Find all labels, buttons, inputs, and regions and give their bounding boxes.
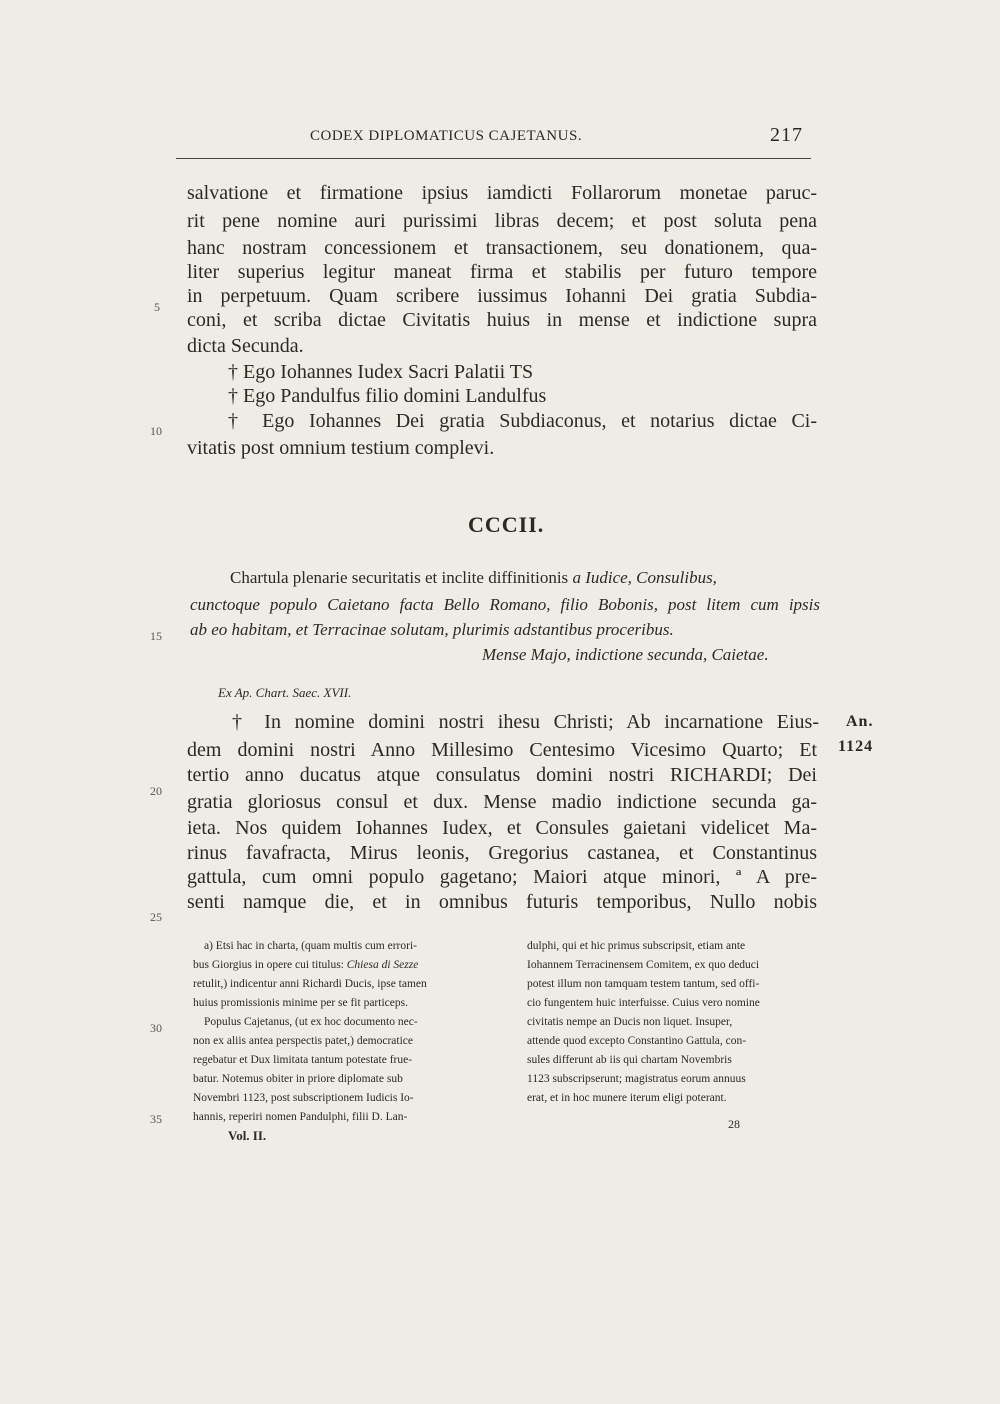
footnote-line: Novembri 1123, post subscriptionem Iudicis Io- bbox=[193, 1092, 414, 1104]
footnote-line: sules differunt ab iis qui chartam Novembris bbox=[527, 1054, 732, 1066]
footnote-line: potest illum non tamquam testem tantum, sed offi- bbox=[527, 978, 760, 990]
footnote-line: hannis, reperiri nomen Pandulphi, filii D. Lan- bbox=[193, 1111, 408, 1123]
body-line: rit pene nomine auri purissimi libras decem; et post soluta pena bbox=[187, 210, 817, 232]
charter-line: gattula, cum omni populo gagetano; Maiori atque minori, ª A pre- bbox=[187, 866, 817, 888]
charter-line: senti namque die, et in omnibus futuris temporibus, Nullo nobis bbox=[187, 891, 817, 913]
signature-line: † Ego Iohannes Iudex Sacri Palatii TS bbox=[228, 361, 534, 383]
body-line: in perpetuum. Quam scribere iussimus Iohanni Dei gratia Subdia- bbox=[187, 285, 817, 307]
signature-mark: 28 bbox=[728, 1117, 740, 1131]
document-number-heading: CCCII. bbox=[468, 512, 545, 537]
summary-line: ab eo habitam, et Terracinae solutam, plurimis adstantibus proceribus. bbox=[190, 620, 674, 639]
line-number: 10 bbox=[150, 424, 162, 438]
header-rule bbox=[176, 158, 811, 159]
running-head: CODEX DIPLOMATICUS CAJETANUS. bbox=[310, 128, 583, 144]
summary-roman: Chartula plenarie securitatis et inclite diffinitionis bbox=[230, 568, 573, 587]
body-line: salvatione et firmatione ipsius iamdicti Follarorum monetae paruc- bbox=[187, 182, 817, 204]
signature-line: † Ego Pandulfus filio domini Landulfus bbox=[228, 385, 547, 407]
line-number: 5 bbox=[154, 300, 160, 314]
summary-date: Mense Majo, indictione secunda, Caietae. bbox=[482, 645, 769, 664]
source-note: Ex Ap. Chart. Saec. XVII. bbox=[218, 685, 352, 700]
footnote-line: batur. Notemus obiter in priore diplomate sub bbox=[193, 1073, 403, 1085]
body-line: dicta Secunda. bbox=[187, 335, 304, 357]
footnote-line: 1123 subscripserunt; magistratus eorum annuus bbox=[527, 1073, 746, 1085]
footnote-line: regebatur et Dux limitata tantum potestate frue- bbox=[193, 1054, 413, 1066]
footnote-line: huius promissionis minime per se fit particeps. bbox=[193, 997, 408, 1009]
summary-line bbox=[230, 568, 820, 588]
summary-italic: a Iudice, Consulibus, bbox=[572, 568, 717, 587]
footnote-line: dulphi, qui et hic primus subscripsit, etiam ante bbox=[527, 940, 746, 952]
summary-line: cunctoque populo Caietano facta Bello Romano, filio Bobonis, post litem cum ipsis bbox=[190, 595, 820, 614]
body-line: hanc nostram concessionem et transactionem, seu donationem, qua- bbox=[187, 237, 817, 259]
footnote-line: erat, et in hoc munere iterum eligi poterant. bbox=[527, 1092, 727, 1104]
footnote-line: attende quod excepto Constantino Gattula, con- bbox=[527, 1035, 747, 1047]
footnote-line: Iohannem Terracinensem Comitem, ex quo deduci bbox=[527, 959, 760, 971]
margin-year: 1124 bbox=[838, 738, 874, 755]
footnote-line: non ex aliis antea perspectis patet,) democratice bbox=[193, 1035, 413, 1047]
body-line: vitatis post omnium testium complevi. bbox=[187, 437, 495, 459]
footnote-line: retulit,) indicentur anni Richardi Ducis, ipse tamen bbox=[193, 978, 427, 990]
volume-label: Vol. II. bbox=[228, 1128, 267, 1143]
margin-an-label: An. bbox=[846, 713, 874, 730]
charter-line: dem domini nostri Anno Millesimo Centesimo Vicesimo Quarto; Et bbox=[187, 739, 817, 761]
charter-line: rinus favafracta, Mirus leonis, Gregorius castanea, et Constantinus bbox=[187, 842, 817, 864]
line-number: 35 bbox=[150, 1112, 162, 1126]
charter-line: tertio anno ducatus atque consulatus domini nostri RICHARDI; Dei bbox=[187, 764, 817, 786]
work-title: Chiesa di Sezze bbox=[346, 959, 419, 971]
footnote-line: civitatis nempe an Ducis non liquet. Insuper, bbox=[527, 1016, 733, 1028]
charter-line: † In nomine domini nostri ihesu Christi; Ab incarnatione Eius- bbox=[232, 711, 819, 733]
footnote-line: bus Giorgius in opere cui titulus: Chiesa di Sezze bbox=[193, 959, 419, 971]
footnote-line: cio fungentem huic interfuisse. Cuius vero nomine bbox=[527, 997, 760, 1009]
charter-line: ieta. Nos quidem Iohannes Iudex, et Consules gaietani videlicet Ma- bbox=[187, 817, 817, 839]
line-number: 25 bbox=[150, 910, 162, 924]
body-line: liter superius legitur maneat firma et stabilis per futuro tempore bbox=[187, 261, 817, 283]
charter-line: gratia gloriosus consul et dux. Mense madio indictione secunda ga- bbox=[187, 791, 817, 813]
line-number: 20 bbox=[150, 784, 162, 798]
line-number: 15 bbox=[150, 629, 162, 643]
signature-line: † Ego Iohannes Dei gratia Subdiaconus, et notarius dictae Ci- bbox=[228, 410, 817, 432]
footnote-line: Populus Cajetanus, (ut ex hoc documento nec- bbox=[204, 1016, 418, 1028]
body-line: coni, et scriba dictae Civitatis huius in mense et indictione supra bbox=[187, 309, 817, 331]
footnote-line: a) Etsi hac in charta, (quam multis cum errori- bbox=[204, 940, 417, 952]
page-number: 217 bbox=[770, 124, 803, 146]
line-number: 30 bbox=[150, 1021, 162, 1035]
